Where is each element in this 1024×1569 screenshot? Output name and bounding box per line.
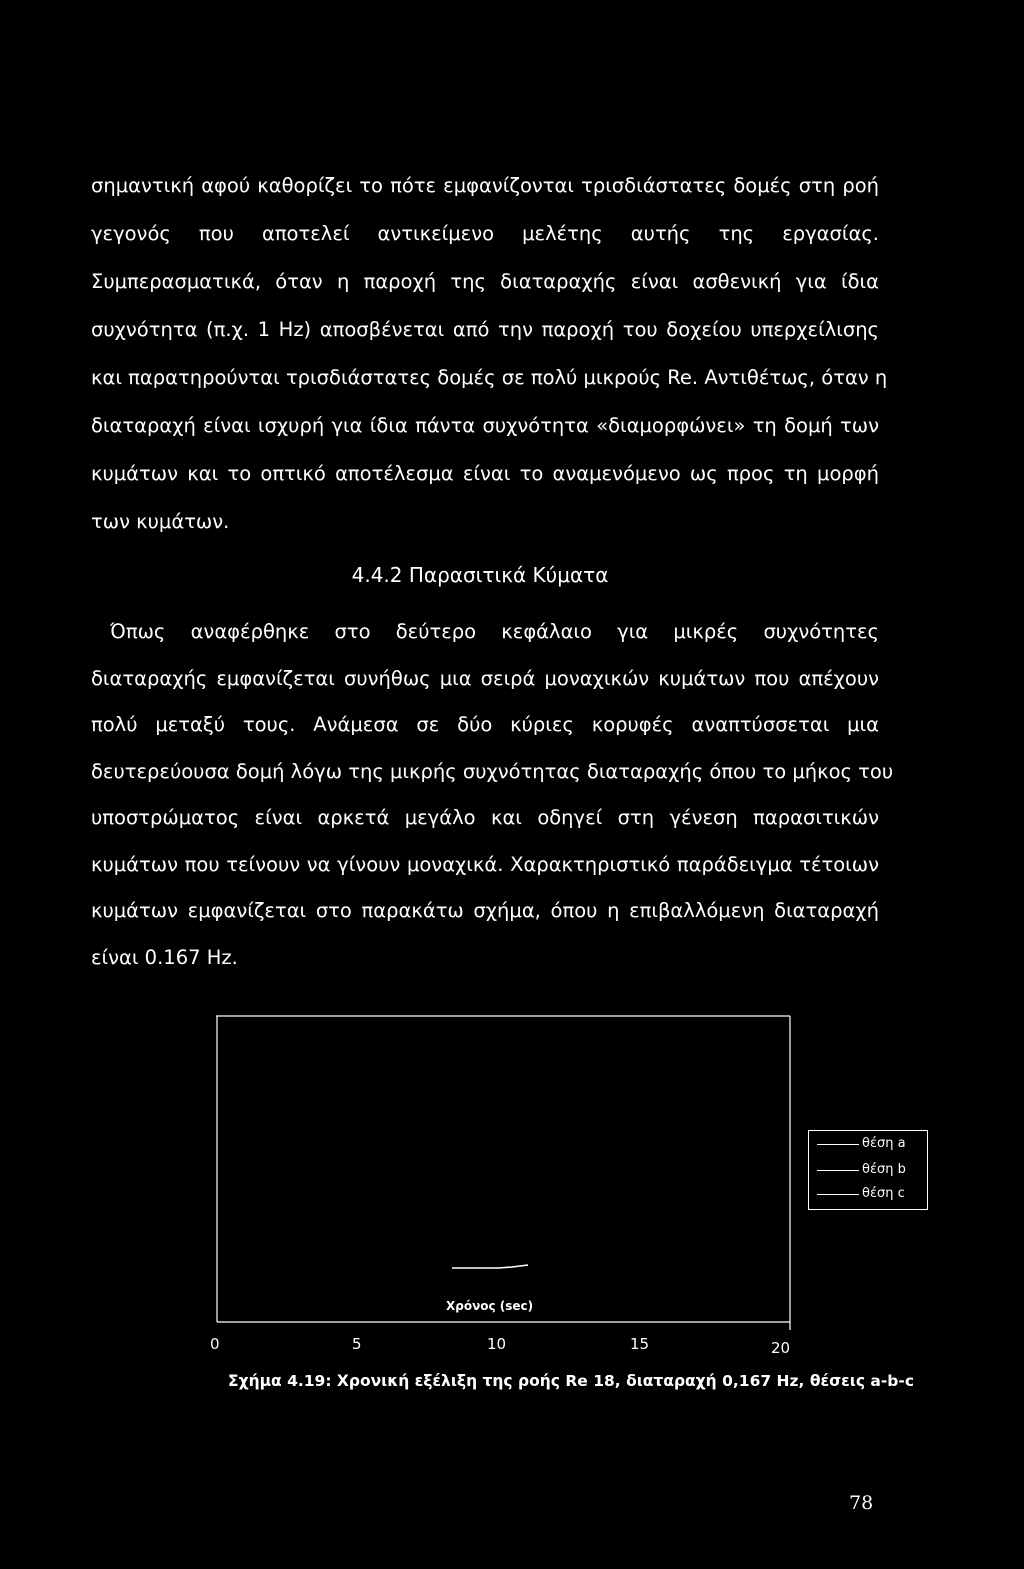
- paragraph-2-line: κυμάτων εμφανίζεται στο παρακάτω σχήμα, όπου η επιβαλλόμενη διαταραχή: [91, 899, 879, 922]
- legend-line-a: [817, 1144, 859, 1145]
- legend-item-b: [817, 1160, 906, 1180]
- legend: [808, 1130, 928, 1210]
- figure-caption: Σχήμα 4.19: Χρονική εξέλιξη της ροής Re 18, διαταραχή 0,167 Hz, θέσεις a-b-c: [228, 1372, 915, 1390]
- paragraph-2-line: δευτερεύουσα δομή λόγω της μικρής συχνότητας διαταραχής όπου το μήκος του: [91, 760, 894, 783]
- legend-line-c: [817, 1194, 859, 1195]
- paragraph-2-line: κυμάτων που τείνουν να γίνουν μοναχικά. Χαρακτηριστικό παράδειγμα τέτοιων: [91, 853, 879, 876]
- x-tick-label: 20: [771, 1339, 791, 1357]
- paragraph-1-line: συχνότητα (π.χ. 1 Hz) αποσβένεται από την παροχή του δοχείου υπερχείλισης: [91, 318, 879, 341]
- paragraph-2-line: είναι 0.167 Hz.: [91, 946, 238, 969]
- x-axis-label: Χρόνος (sec): [446, 1299, 534, 1313]
- legend-line-b: [817, 1170, 859, 1171]
- legend-item-a: [817, 1134, 906, 1154]
- paragraph-1-line: κυμάτων και το οπτικό αποτέλεσμα είναι το αναμενόμενο ως προς τη μορφή: [91, 462, 879, 485]
- x-tick-label: 5: [352, 1335, 362, 1353]
- page-number: 78: [849, 1492, 874, 1514]
- paragraph-1-line: και παρατηρούνται τρισδιάστατες δομές σε πολύ μικρούς Re. Αντιθέτως, όταν η: [91, 366, 888, 389]
- paragraph-1-line: Συμπερασματικά, όταν η παροχή της διαταραχής είναι ασθενική για ίδια: [91, 270, 879, 293]
- legend-label-a: θέση a: [862, 1136, 906, 1151]
- x-tick-label: 0: [210, 1335, 220, 1353]
- paragraph-1-line: γεγονός που αποτελεί αντικείμενο μελέτης αυτής της εργασίας.: [91, 222, 879, 245]
- legend-label-c: θέση c: [862, 1186, 905, 1201]
- x-tick-label: 15: [630, 1335, 650, 1353]
- paragraph-2-line: Όπως αναφέρθηκε στο δεύτερο κεφάλαιο για μικρές συχνότητες: [110, 620, 879, 643]
- legend-label-b: θέση b: [862, 1162, 906, 1177]
- paragraph-1-line: σημαντική αφού καθορίζει το πότε εμφανίζονται τρισδιάστατες δομές στη ροή: [91, 174, 879, 197]
- paragraph-2-line: πολύ μεταξύ τους. Ανάμεσα σε δύο κύριες κορυφές αναπτύσσεται μια: [91, 713, 879, 736]
- section-heading: 4.4.2 Παρασιτικά Κύματα: [351, 563, 609, 587]
- paragraph-1-line: των κυμάτων.: [91, 510, 230, 533]
- series-trace-fragment: [452, 1265, 528, 1268]
- paragraph-2-line: υποστρώματος είναι αρκετά μεγάλο και οδηγεί στη γένεση παρασιτικών: [91, 806, 879, 829]
- paragraph-1-line: διαταραχή είναι ισχυρή για ίδια πάντα συχνότητα «διαμορφώνει» τη δομή των: [91, 414, 879, 437]
- x-tick-label: 10: [487, 1335, 507, 1353]
- legend-item-c: [817, 1184, 905, 1204]
- paragraph-2-line: διαταραχής εμφανίζεται συνήθως μια σειρά μοναχικών κυμάτων που απέχουν: [91, 667, 879, 690]
